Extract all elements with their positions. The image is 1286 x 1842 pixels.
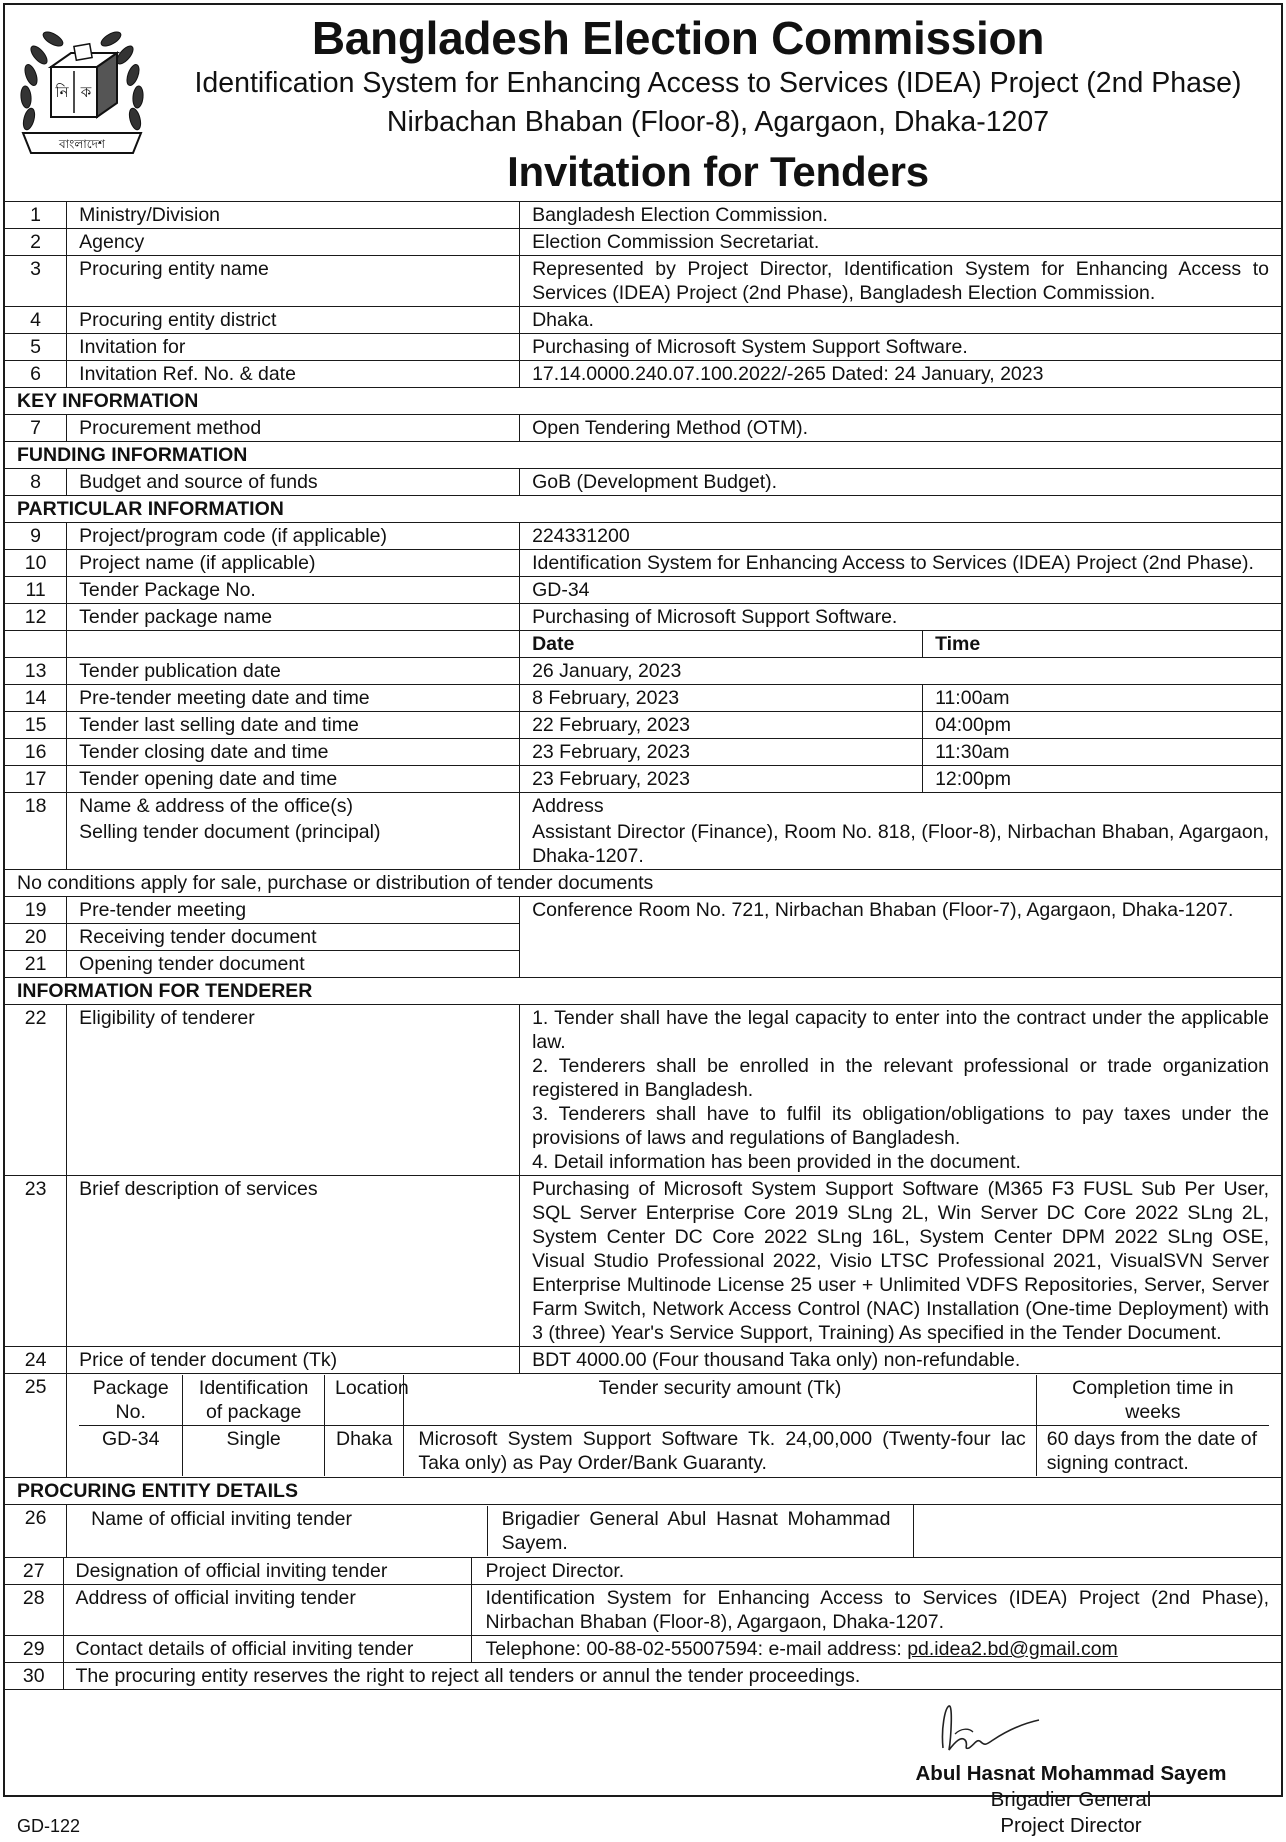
table-row [5, 334, 1281, 361]
table-row [5, 1505, 1281, 1558]
row-value: Election Commission Secretariat. [520, 229, 1281, 256]
row-number: 16 [5, 739, 67, 766]
table-row [5, 577, 1281, 604]
row-label: Address of official inviting tender [63, 1585, 471, 1636]
section-row [5, 442, 1281, 469]
table-row [5, 685, 1281, 712]
table-row [5, 307, 1281, 334]
row-number: 3 [5, 256, 67, 307]
row-value: Dhaka. [520, 307, 1281, 334]
list-item: 3. Tenderers shall have to fulfil its obligation/obligations to pay taxes under the provisions of laws and regulations of Bangladesh. [532, 1103, 1269, 1149]
package-header-row [79, 1375, 1269, 1426]
row-label: Tender closing date and time [67, 739, 520, 766]
table-row [5, 229, 1281, 256]
row-number: 24 [5, 1347, 67, 1374]
row-number: 19 [5, 897, 67, 924]
eligibility-list [520, 1005, 1281, 1176]
meeting-location-value: Conference Room No. 721, Nirbachan Bhaban (Floor-7), Agargaon, Dhaka-1207. [520, 897, 1281, 978]
advertisement-code: GD-122 [17, 1816, 81, 1836]
row-value: 224331200 [520, 523, 1281, 550]
list-item: 4. Detail information has been provided in the document. [532, 1151, 1021, 1173]
location-value: Dhaka [325, 1426, 404, 1477]
organization-address: Nirbachan Bhaban (Floor-8), Agargaon, Dhaka-1207 [386, 106, 1050, 138]
section-heading-funding: FUNDING INFORMATION [5, 442, 1281, 469]
row-number: 12 [5, 604, 67, 631]
row-label: Tender package name [67, 604, 520, 631]
identification-header: Identification of package [183, 1375, 325, 1426]
row-number: 15 [5, 712, 67, 739]
row-number: 9 [5, 523, 67, 550]
completion-time-value: 60 days from the date of signing contract. [1036, 1426, 1269, 1477]
package-no-header: Package No. [79, 1375, 183, 1426]
signatory-designation: Project Director [1000, 1814, 1142, 1837]
row-label: Opening tender document [67, 951, 520, 978]
location-header: Location [325, 1375, 404, 1426]
date-column-header: Date [520, 631, 923, 658]
row-value: Address [520, 793, 1281, 820]
row-number: 11 [5, 577, 67, 604]
table-row [5, 469, 1281, 496]
no-conditions-note: No conditions apply for sale, purchase or distribution of tender documents [5, 870, 1281, 897]
row-date: 23 February, 2023 [520, 766, 923, 793]
row-label: Project/program code (if applicable) [67, 523, 520, 550]
row-label: Agency [67, 229, 520, 256]
table-row [5, 415, 1281, 442]
security-amount-value: Microsoft System Support Software Tk. 24,00,000 (Twenty-four lac Taka only) as Pay Order/Bank Guaranty. [404, 1426, 1036, 1477]
row-number: 2 [5, 229, 67, 256]
row-label: Pre-tender meeting [67, 897, 520, 924]
reservation-statement: The procuring entity reserves the right to reject all tenders or annul the tender proceedings. [63, 1663, 1281, 1690]
table-row [5, 1005, 1281, 1176]
entity-details-table [5, 1557, 1281, 1690]
tender-notice-page [3, 3, 1283, 1837]
table-row [5, 1663, 1281, 1690]
row-value: Identification System for Enhancing Access to Services (IDEA) Project (2nd Phase). [520, 550, 1281, 577]
row-number: 5 [5, 334, 67, 361]
row-number: 6 [5, 361, 67, 388]
package-data-row [79, 1426, 1269, 1477]
table-row [5, 793, 1281, 820]
table-row [5, 1374, 1281, 1478]
row-value: Purchasing of Microsoft System Support Software. [520, 334, 1281, 361]
row-label: Name & address of the office(s) [67, 793, 520, 820]
row-time: 04:00pm [923, 712, 1281, 739]
row-time: 11:00am [923, 685, 1281, 712]
row-number: 8 [5, 469, 67, 496]
row-number: 20 [5, 924, 67, 951]
table-row [5, 550, 1281, 577]
entity-row-inner [79, 1506, 900, 1556]
row-label: Procuring entity district [67, 307, 520, 334]
table-row [5, 819, 1281, 870]
row-label: Contact details of official inviting tender [63, 1636, 471, 1663]
table-row [5, 361, 1281, 388]
row-number: 10 [5, 550, 67, 577]
logo-letter-left: নি [55, 84, 69, 101]
logo-letter-right: ক [80, 84, 92, 101]
section-row [5, 1478, 1281, 1505]
table-row [5, 712, 1281, 739]
row-label: Invitation for [67, 334, 520, 361]
section-row [5, 496, 1281, 523]
table-row [5, 766, 1281, 793]
notice-heading: Invitation for Tenders [507, 148, 929, 195]
security-amount-header: Tender security amount (Tk) [404, 1375, 1036, 1426]
row-number: 13 [5, 658, 67, 685]
row-label: Name of official inviting tender [79, 1506, 487, 1556]
package-table-cell [67, 1374, 1281, 1478]
row-value: Purchasing of Microsoft Support Software. [520, 604, 1281, 631]
contact-telephone-text: Telephone: 00-88-02-55007594: e-mail address: [485, 1638, 908, 1660]
row-label: Designation of official inviting tender [63, 1558, 471, 1585]
row-number: 28 [5, 1585, 63, 1636]
handwritten-signature [935, 1698, 1045, 1768]
row-time: 12:00pm [923, 766, 1281, 793]
section-row [5, 978, 1281, 1005]
row-number: 7 [5, 415, 67, 442]
date-time-header-row [5, 631, 1281, 658]
section-heading-tenderer: INFORMATION FOR TENDERER [5, 978, 1281, 1005]
row-number: 29 [5, 1636, 63, 1663]
row-date: 23 February, 2023 [520, 739, 923, 766]
row-number: 22 [5, 1005, 67, 1176]
contact-details-value [471, 1636, 1281, 1663]
table-row [5, 523, 1281, 550]
table-row [5, 1636, 1281, 1663]
row-label: Tender opening date and time [67, 766, 520, 793]
row-time: 11:30am [923, 739, 1281, 766]
list-item: 1. Tender shall have the legal capacity to enter into the contract under the applicable law. [532, 1007, 1269, 1053]
row-label: Pre-tender meeting date and time [67, 685, 520, 712]
signatory-rank: Brigadier General [990, 1788, 1152, 1811]
row-value: Open Tendering Method (OTM). [520, 415, 1281, 442]
table-row [5, 256, 1281, 307]
identification-value: Single [183, 1426, 325, 1477]
table-row [5, 1585, 1281, 1636]
table-row [5, 897, 1281, 924]
row-label: Eligibility of tenderer [67, 1005, 520, 1176]
row-label: Project name (if applicable) [67, 550, 520, 577]
row-value: GoB (Development Budget). [520, 469, 1281, 496]
time-column-header: Time [923, 631, 1281, 658]
row-label: Budget and source of funds [67, 469, 520, 496]
table-row [5, 739, 1281, 766]
tender-details-table [5, 201, 1281, 1558]
row-value: 17.14.0000.240.07.100.2022/-265 Dated: 24 January, 2023 [520, 361, 1281, 388]
contact-email-link[interactable]: pd.idea2.bd@gmail.com [907, 1638, 1118, 1660]
row-label: Price of tender document (Tk) [67, 1347, 520, 1374]
row-number: 17 [5, 766, 67, 793]
row-label: Procuring entity name [67, 256, 520, 307]
row-number: 14 [5, 685, 67, 712]
row-number: 25 [5, 1374, 67, 1478]
table-row [5, 1176, 1281, 1347]
row-number: 26 [5, 1505, 67, 1558]
logo-ribbon-text: বাংলাদেশ [59, 137, 105, 151]
row-sub-value: Assistant Director (Finance), Room No. 818, (Floor-8), Nirbachan Bhaban, Agargaon, Dhaka-1207. [520, 819, 1281, 870]
row-label: Invitation Ref. No. & date [67, 361, 520, 388]
completion-time-header: Completion time in weeks [1036, 1375, 1269, 1426]
row-value: Brigadier General Abul Hasnat Mohammad Sayem. [487, 1506, 900, 1556]
table-row [5, 202, 1281, 229]
section-heading-key: KEY INFORMATION [5, 388, 1281, 415]
row-value: Purchasing of Microsoft System Support Software (M365 F3 FUSL Sub Per User, SQL Server Enterprise Core 2019 SLng 2L, Win Server DC Core 2022 SLng 2L, System Center DC Core 2022 SLng 16L, System Center DPM 2022 SLng OSE, Visual Studio Professional 2022, Visio LTSC Professional 2021, VisualSVN Server Enterprise Multinode License 25 user + Unlimited VDFS Repositories, Server, Server Farm Switch, Network Access Control (NAC) Installation (One-time Deployment) with 3 (three) Year's Service Support, Training) As specified in the Tender Document. [520, 1176, 1281, 1347]
list-item: 2. Tenderers shall be enrolled in the relevant professional or trade organization registered in Bangladesh. [532, 1055, 1269, 1101]
table-row [5, 1347, 1281, 1374]
row-value: Project Director. [471, 1558, 1281, 1585]
row-label: Tender Package No. [67, 577, 520, 604]
row-number: 21 [5, 951, 67, 978]
row-sub-label: Selling tender document (principal) [67, 819, 520, 870]
table-row [5, 604, 1281, 631]
row-value: Identification System for Enhancing Access to Services (IDEA) Project (2nd Phase), Nirbachan Bhaban (Floor-8), Agargaon, Dhaka-1207. [471, 1585, 1281, 1636]
row-label: Tender last selling date and time [67, 712, 520, 739]
row-date: 26 January, 2023 [520, 658, 1281, 685]
row-label: Receiving tender document [67, 924, 520, 951]
organization-title: Bangladesh Election Commission [311, 12, 1045, 64]
row-value: Represented by Project Director, Identification System for Enhancing Access to Services (IDEA) Project (2nd Phase), Bangladesh Election Commission. [520, 256, 1281, 307]
row-label: Tender publication date [67, 658, 520, 685]
signatory-name: Abul Hasnat Mohammad Sayem [915, 1762, 1227, 1785]
section-heading-particular: PARTICULAR INFORMATION [5, 496, 1281, 523]
table-row [5, 1558, 1281, 1585]
row-label: Brief description of services [67, 1176, 520, 1347]
row-value: Bangladesh Election Commission. [520, 202, 1281, 229]
entity-row-pair [67, 1505, 913, 1558]
project-subtitle: Identification System for Enhancing Access to Services (IDEA) Project (2nd Phase) [194, 67, 1242, 99]
package-no-value: GD-34 [79, 1426, 183, 1477]
row-number: 4 [5, 307, 67, 334]
row-value: BDT 4000.00 (Four thousand Taka only) non-refundable. [520, 1347, 1281, 1374]
row-number: 30 [5, 1663, 63, 1690]
row-number: 27 [5, 1558, 63, 1585]
section-heading-entity: PROCURING ENTITY DETAILS [5, 1478, 1281, 1505]
table-row [5, 658, 1281, 685]
row-number: 23 [5, 1176, 67, 1347]
section-row [5, 388, 1281, 415]
row-date: 8 February, 2023 [520, 685, 923, 712]
note-row [5, 870, 1281, 897]
row-label: Ministry/Division [67, 202, 520, 229]
package-table [79, 1375, 1269, 1476]
row-value: GD-34 [520, 577, 1281, 604]
signature-block [5, 1690, 1281, 1842]
notice-header [5, 5, 1281, 201]
row-label: Procurement method [67, 415, 520, 442]
row-number: 1 [5, 202, 67, 229]
row-number: 18 [5, 793, 67, 820]
row-date: 22 February, 2023 [520, 712, 923, 739]
